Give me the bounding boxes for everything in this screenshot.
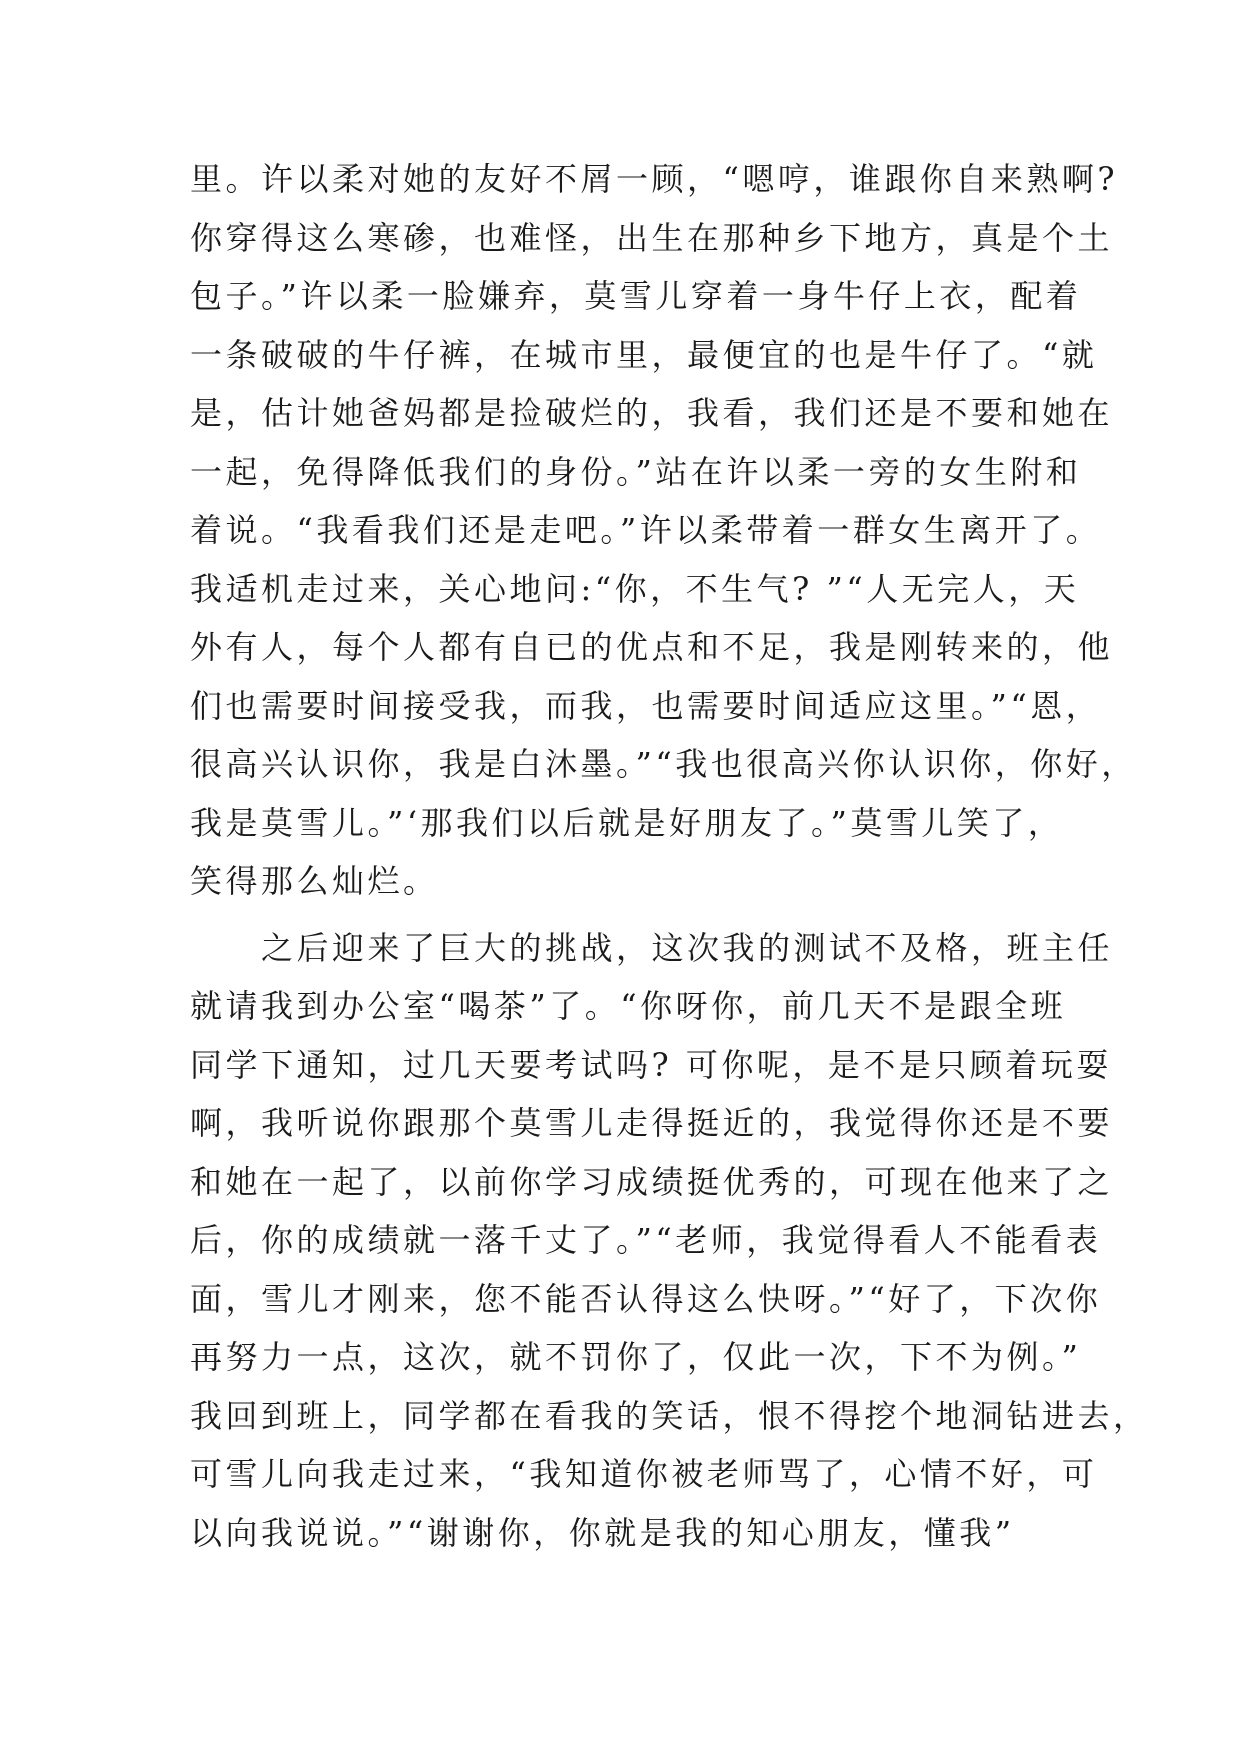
text-line: 着说。“我看我们还是走吧。”许以柔带着一群女生离开了。 xyxy=(190,511,1102,549)
text-line: 和她在一起了，以前你学习成绩挺优秀的，可现在他来了之 xyxy=(190,1162,1114,1201)
paragraph-2 xyxy=(190,919,1149,1563)
text-line: 之后迎来了巨大的挑战，这次我的测试不及格，班主任 xyxy=(190,928,1114,967)
text-line: 笑得那么灿烂。 xyxy=(190,862,439,900)
text-line: 外有人，每个人都有自已的优点和不足，我是刚转来的，他 xyxy=(190,628,1114,666)
text-line: 可雪儿向我走过来，“我知道你被老师骂了，心情不好，可 xyxy=(190,1455,1098,1493)
text-line: 面，雪儿才刚来，您不能否认得这么快呀。”“好了，下次你 xyxy=(190,1279,1102,1318)
paragraph-gap xyxy=(190,911,1070,919)
text-line: 包子。”许以柔一脸嫌弃，莫雪儿穿着一身牛仔上衣，配着 xyxy=(190,277,1082,315)
text-line: 同学下通知，过几天要考试吗? 可你呢，是不是只顾着玩耍 xyxy=(190,1045,1112,1084)
text-line: 我适机走过来，关心地问:“你，不生气? ”“人无完人，天 xyxy=(190,569,1080,608)
body-text xyxy=(190,150,1149,1562)
text-line: 是，估计她爸妈都是捡破烂的，我看，我们还是不要和她在 xyxy=(190,394,1114,432)
text-line: 你穿得这么寒碜，也难怪，出生在那种乡下地方，真是个土 xyxy=(190,218,1114,257)
text-line: 们也需要时间接受我，而我，也需要时间适应这里。”“恩， xyxy=(190,686,1102,725)
text-line: 我是莫雪儿。”‘那我们以后就是好朋友了。”莫雪儿笑了， xyxy=(190,803,1064,842)
text-line: 再努力一点，这次，就不罚你了，仅此一次，下不为例。” xyxy=(190,1338,1082,1376)
text-line: 一起，免得降低我们的身份。”站在许以柔一旁的女生附和 xyxy=(190,452,1082,491)
text-line: 一条破破的牛仔裤，在城市里，最便宜的也是牛仔了。“就 xyxy=(190,335,1098,374)
paragraph-1 xyxy=(190,150,1137,911)
text-line: 就请我到办公室“喝茶”了。“你呀你，前几天不是跟全班 xyxy=(190,987,1067,1025)
text-line: 后，你的成绩就一落千丈了。”“老师，我觉得看人不能看表 xyxy=(190,1221,1102,1259)
text-line: 里。许以柔对她的友好不屑一顾，“嗯哼，谁跟你自来熟啊? xyxy=(190,160,1119,198)
text-line: 我回到班上，同学都在看我的笑话，恨不得挖个地洞钻进去， xyxy=(190,1396,1149,1435)
text-line: 以向我说说。”“谢谢你，你就是我的知心朋友，懂我” xyxy=(190,1513,1015,1552)
text-line: 啊，我听说你跟那个莫雪儿走得挺近的，我觉得你还是不要 xyxy=(190,1104,1114,1142)
text-line: 很高兴认识你，我是白沐墨。”“我也很高兴你认识你，你好， xyxy=(190,745,1137,783)
